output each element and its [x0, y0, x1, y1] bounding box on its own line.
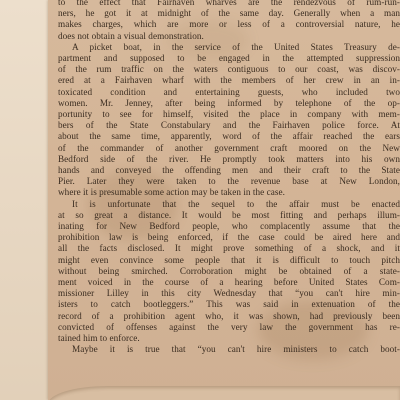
- article-line: bers of the State Constabulary and the Fairhaven police force. At: [58, 120, 400, 131]
- article-line: missioner Lilley in this city Wednesday that “you can't hire min-: [58, 288, 400, 299]
- article-line: inating for New Bedford people, who complacently assume that the: [58, 221, 400, 232]
- article-line: of the commander of another government craft moored on the New: [58, 142, 400, 153]
- article-line: ment voiced in the course of a hearing before United States Com-: [58, 277, 400, 288]
- article-line: makes charges, which are more or less of a controversial nature, he: [58, 19, 400, 30]
- article-text-column: [58, 0, 400, 356]
- article-line: all the facts disclosed. It might prove something of a shock, and it: [58, 243, 400, 254]
- article-line: Maybe it is true that “you can't hire ministers to catch boot-: [72, 344, 400, 355]
- article-line: might even convince some people that it is difficult to touch pitch: [58, 254, 400, 265]
- newspaper-clipping: [48, 0, 400, 400]
- article-line: tained him to enforce.: [58, 333, 140, 344]
- article-line: about the same time, apparently, word of the affair reached the ears: [58, 131, 400, 142]
- article-line: does not obtain a visual demonstration.: [58, 30, 204, 41]
- article-line: toxicated condition and entertaining guests, who included two: [58, 86, 400, 97]
- article-line: where it is presumable some action may be taken in the case.: [58, 187, 285, 198]
- article-line: A picket boat, in the service of the United States Treasury de-: [72, 41, 400, 52]
- article-line: ered at a Fairhaven wharf with the members of her crew in an in-: [58, 75, 400, 86]
- article-line: women. Mr. Jenney, after being informed by telephone of the op-: [58, 97, 400, 108]
- article-line: isters to catch bootleggers.” This was said in extenuation of the: [58, 299, 400, 310]
- article-line: hands and conveyed the offending men and their craft to the State: [58, 165, 400, 176]
- article-line: portunity to see for himself, visited the place in company with mem-: [58, 109, 400, 120]
- paper-curl-edge: [48, 386, 400, 400]
- article-line: at so great a distance. It would be most fitting and perhaps illum-: [58, 209, 400, 220]
- article-line: partment and supposed to be engaged in the attempted suppression: [58, 53, 400, 64]
- article-line: of the rum traffic on the waters contiguous to our coast, was discov-: [58, 64, 400, 75]
- article-line: to the effect that Fairhaven wharves are the rendezvous of rum-run-: [58, 0, 400, 7]
- article-line: without being smirched. Corroboration might be obtained of a state-: [58, 265, 400, 276]
- article-line: prohibition law is being enforced, if the case could be aired here and: [58, 232, 400, 243]
- article-line: convicted of offenses against the very law the government has re-: [58, 321, 400, 332]
- article-line: It is unfortunate that the sequel to the affair must be enacted: [72, 198, 400, 209]
- article-line: ners, he got it at midnight of the same day. Generally when a man: [58, 8, 400, 19]
- article-line: Pier. Later they were taken to the revenue base at New London,: [58, 176, 400, 187]
- article-line: Bedford side of the river. He promptly took matters into his own: [58, 153, 400, 164]
- article-line: record of a prohibition agent who, it was shown, had previously been: [58, 310, 400, 321]
